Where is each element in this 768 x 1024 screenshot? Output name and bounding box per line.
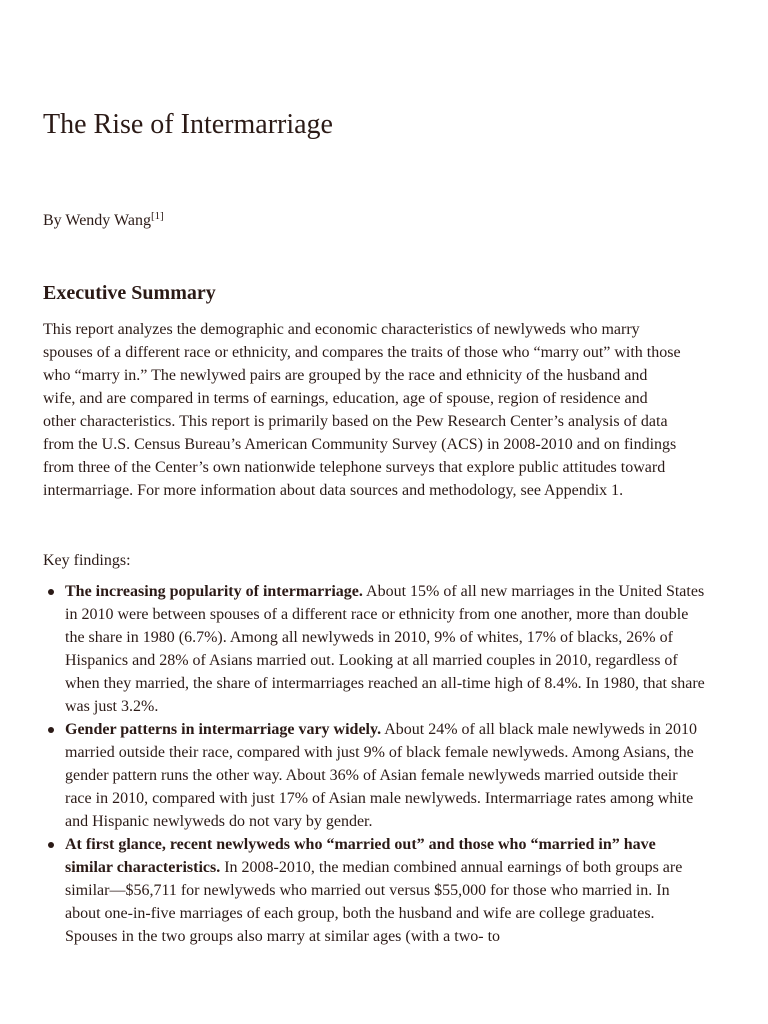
bullet-icon bbox=[48, 842, 54, 848]
section-heading: Executive Summary bbox=[43, 282, 216, 304]
finding-lead: At first glance, recent newlyweds who “married out” and those who “married in” have similar characteristics. bbox=[65, 836, 656, 876]
list-item bbox=[65, 833, 705, 948]
finding-text: About 24% of all black male newlyweds in 2010 married outside their race, compared with just 9% of black female newlyweds. Among Asians, the gender pattern runs the other way. About 36% of Asian female newlyweds married outside their race in 2010, compared with just 17% of Asian male newlyweds. Intermarriage rates among white and Hispanic newlyweds do not vary by gender. bbox=[65, 721, 698, 830]
bullet-icon bbox=[48, 589, 54, 595]
list-item bbox=[65, 580, 705, 718]
finding-text: About 15% of all new marriages in the United States in 2010 were between spouses of a different race or ethnicity from one another, more than double the share in 1980 (6.7%). Among all newlyweds in 2010, 9% of whites, 17% of blacks, 26% of Hispanics and 28% of Asians married out. Looking at all married couples in 2010, regardless of when they married, the share of intermarriages reached an all-time high of 8.4%. In 1980, that share was just 3.2%. bbox=[65, 583, 705, 715]
list-item bbox=[65, 718, 705, 833]
summary-paragraph: This report analyzes the demographic and economic characteristics of newlyweds who marry spouses of a different race or ethnicity, and compares the traits of those who “marry out” with those who “marry in.” The newlywed pairs are grouped by the race and ethnicity of the husband and wife, and are compared in terms of earnings, education, age of spouse, region of residence and other characteristics. This report is primarily based on the Pew Research Center’s analysis of data from the U.S. Census Bureau’s American Community Survey (ACS) in 2008-2010 and on findings from three of the Center’s own nationwide telephone surveys that explore public attitudes toward intermarriage. For more information about data sources and methodology, see Appendix 1. bbox=[43, 321, 681, 499]
byline bbox=[43, 210, 164, 232]
finding-text: In 2008-2010, the median combined annual earnings of both groups are similar—$56,711 for newlyweds who married out versus $55,000 for those who married in. In about one-in-five marriages of each group, both the husband and wife are college graduates. Spouses in the two groups also marry at similar ages (with a two- to bbox=[65, 859, 683, 945]
byline-author: By Wendy Wang bbox=[43, 212, 151, 229]
key-findings-list bbox=[43, 580, 705, 948]
finding-lead: The increasing popularity of intermarriage. bbox=[65, 583, 363, 600]
footnote-link[interactable]: [1] bbox=[150, 210, 164, 222]
document-title: The Rise of Intermarriage bbox=[43, 109, 333, 140]
bullet-icon bbox=[48, 727, 54, 733]
key-findings-label: Key findings: bbox=[43, 552, 131, 569]
finding-lead: Gender patterns in intermarriage vary widely. bbox=[65, 721, 382, 738]
